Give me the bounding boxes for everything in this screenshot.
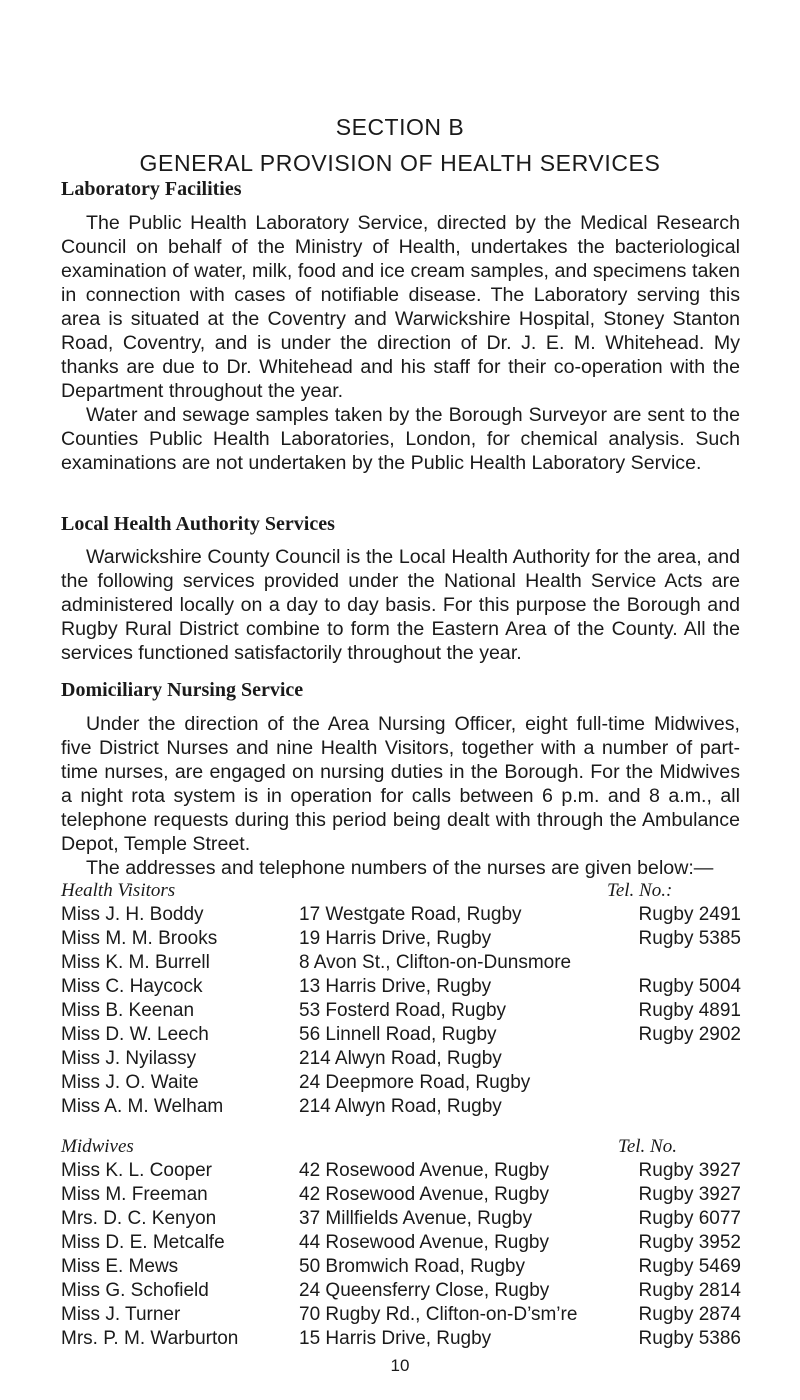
nurse-tel: Rugby 3952 (638, 1232, 741, 1253)
dns-paragraph-2-text: The addresses and telephone numbers of the nurses are given below:— (86, 857, 714, 879)
list-item (61, 1328, 741, 1352)
page-number: 10 (390, 1356, 410, 1375)
nurse-address: 44 Rosewood Avenue, Rugby (299, 1232, 549, 1253)
nurse-address: 37 Millfields Avenue, Rugby (299, 1208, 533, 1229)
midwives-label: Midwives (61, 1136, 134, 1157)
nurse-name: Miss J. O. Waite (61, 1072, 199, 1093)
nurse-address: 56 Linnell Road, Rugby (299, 1024, 497, 1045)
nurse-name: Miss B. Keenan (61, 1000, 195, 1021)
nurse-address: 214 Alwyn Road, Rugby (299, 1096, 502, 1117)
lab-paragraph-1-text: The Public Health Laboratory Service, directed by the Medical Research Council on behalf of the Ministry of Health, undertakes the bacteriological examination of water, milk, food and ice cream samples, and specimens taken in connection with cases of notifiable disease. The Laboratory serving this area is situated at the Coventry and Warwickshire Hospital, Stoney Stanton Road, Coventry, and is under the direction of Dr. J. E. M. Whitehead. My thanks are due to Dr. Whitehead and his staff for their co-operation with the Department throughout the year. (61, 212, 740, 402)
lha-heading: Local Health Authority Services (61, 513, 335, 535)
nurse-tel: Rugby 5385 (638, 928, 741, 949)
nurse-name: Miss E. Mews (61, 1256, 179, 1277)
nurse-name: Miss D. E. Metcalfe (61, 1232, 225, 1253)
nurse-name: Miss J. Nyilassy (61, 1048, 197, 1069)
nurse-tel: Rugby 2874 (638, 1304, 741, 1325)
nurse-tel: Rugby 2902 (638, 1024, 741, 1045)
list-item (61, 1304, 741, 1328)
list-item (61, 928, 741, 952)
list-item (61, 1184, 741, 1208)
section-label: SECTION B (335, 114, 465, 140)
nurse-tel: Rugby 4891 (638, 1000, 741, 1021)
nurse-name: Miss J. Turner (61, 1304, 181, 1325)
nurse-name: Miss M. Freeman (61, 1184, 208, 1205)
nurse-address: 13 Harris Drive, Rugby (299, 976, 492, 997)
dns-paragraph-1-text: Under the direction of the Area Nursing Officer, eight full-time Midwives, five District Nurses and nine Health Visitors, together with a number of part-time nurses, are engaged on nursing duties in the Borough. For the Midwives a night rota system is in operation for calls between 6 p.m. and 8 a.m., all telephone requests during this period being dealt with through the Ambulance Depot, Temple Street. (61, 713, 740, 855)
lab-heading: Laboratory Facilities (61, 178, 242, 200)
nurse-tel: Rugby 5004 (638, 976, 741, 997)
nurse-address: 53 Fosterd Road, Rugby (299, 1000, 507, 1021)
nurse-tel: Rugby 3927 (638, 1184, 741, 1205)
list-item (61, 1208, 741, 1232)
nurse-address: 8 Avon St., Clifton-on-Dunsmore (299, 952, 572, 973)
nurse-address: 214 Alwyn Road, Rugby (299, 1048, 502, 1069)
list-item (61, 1048, 741, 1072)
list-item (61, 1160, 741, 1184)
nurse-address: 70 Rugby Rd., Clifton-on-D’sm’re (299, 1304, 578, 1325)
nurse-name: Miss M. M. Brooks (61, 928, 218, 949)
dns-paragraph-2 (61, 856, 740, 880)
nurse-name: Miss A. M. Welham (61, 1096, 224, 1117)
nurse-address: 17 Westgate Road, Rugby (299, 904, 522, 925)
nurse-name: Miss J. H. Boddy (61, 904, 204, 925)
list-item (61, 1072, 741, 1096)
lab-paragraph-2-text: Water and sewage samples taken by the Borough Surveyor are sent to the Counties Public Health Laboratories, London, for chemical analysis. Such examinations are not undertaken by the Public Health Laboratory Service. (61, 404, 740, 474)
midwives-header (61, 1136, 741, 1160)
nurse-address: 42 Rosewood Avenue, Rugby (299, 1184, 549, 1205)
list-item (61, 976, 741, 1000)
nurse-name: Miss K. L. Cooper (61, 1160, 212, 1181)
nurse-tel: Rugby 3927 (638, 1160, 741, 1181)
lab-paragraph-1 (61, 211, 740, 403)
nurse-address: 24 Queensferry Close, Rugby (299, 1280, 550, 1301)
list-item (61, 1280, 741, 1304)
list-item (61, 952, 741, 976)
nurse-name: Miss C. Haycock (61, 976, 203, 997)
dns-heading: Domiciliary Nursing Service (61, 679, 304, 701)
nurse-tel: Rugby 5386 (638, 1328, 741, 1349)
list-item (61, 1000, 741, 1024)
nurse-address: 24 Deepmore Road, Rugby (299, 1072, 531, 1093)
dns-paragraph-1 (61, 712, 740, 856)
health-visitors-tel-header: Tel. No.: (607, 880, 673, 901)
nurse-address: 19 Harris Drive, Rugby (299, 928, 492, 949)
nurse-name: Mrs. D. C. Kenyon (61, 1208, 217, 1229)
list-item (61, 1096, 741, 1120)
nurse-tel: Rugby 2491 (638, 904, 741, 925)
nurse-tel: Rugby 6077 (638, 1208, 741, 1229)
list-item (61, 1024, 741, 1048)
health-visitors-label: Health Visitors (61, 880, 176, 901)
lab-paragraph-2 (61, 403, 740, 475)
midwives-tel-header: Tel. No. (618, 1136, 677, 1157)
lha-paragraph-text: Warwickshire County Council is the Local Health Authority for the area, and the following services provided under the National Health Service Acts are administered locally on a day to day basis. For this purpose the Borough and Rugby Rural District combine to form the Eastern Area of the County. All the services functioned satisfactorily throughout the year. (61, 546, 740, 664)
document-title: GENERAL PROVISION OF HEALTH SERVICES (139, 150, 661, 176)
nurse-tel: Rugby 2814 (638, 1280, 741, 1301)
nurse-address: 50 Bromwich Road, Rugby (299, 1256, 525, 1277)
lha-paragraph (61, 545, 740, 665)
nurse-address: 15 Harris Drive, Rugby (299, 1328, 492, 1349)
list-item (61, 904, 741, 928)
nurse-address: 42 Rosewood Avenue, Rugby (299, 1160, 549, 1181)
nurse-name: Mrs. P. M. Warburton (61, 1328, 239, 1349)
health-visitors-header (61, 880, 741, 904)
nurse-name: Miss G. Schofield (61, 1280, 209, 1301)
list-item (61, 1256, 741, 1280)
nurse-name: Miss K. M. Burrell (61, 952, 210, 973)
nurse-tel: Rugby 5469 (638, 1256, 741, 1277)
list-item (61, 1232, 741, 1256)
nurse-name: Miss D. W. Leech (61, 1024, 209, 1045)
